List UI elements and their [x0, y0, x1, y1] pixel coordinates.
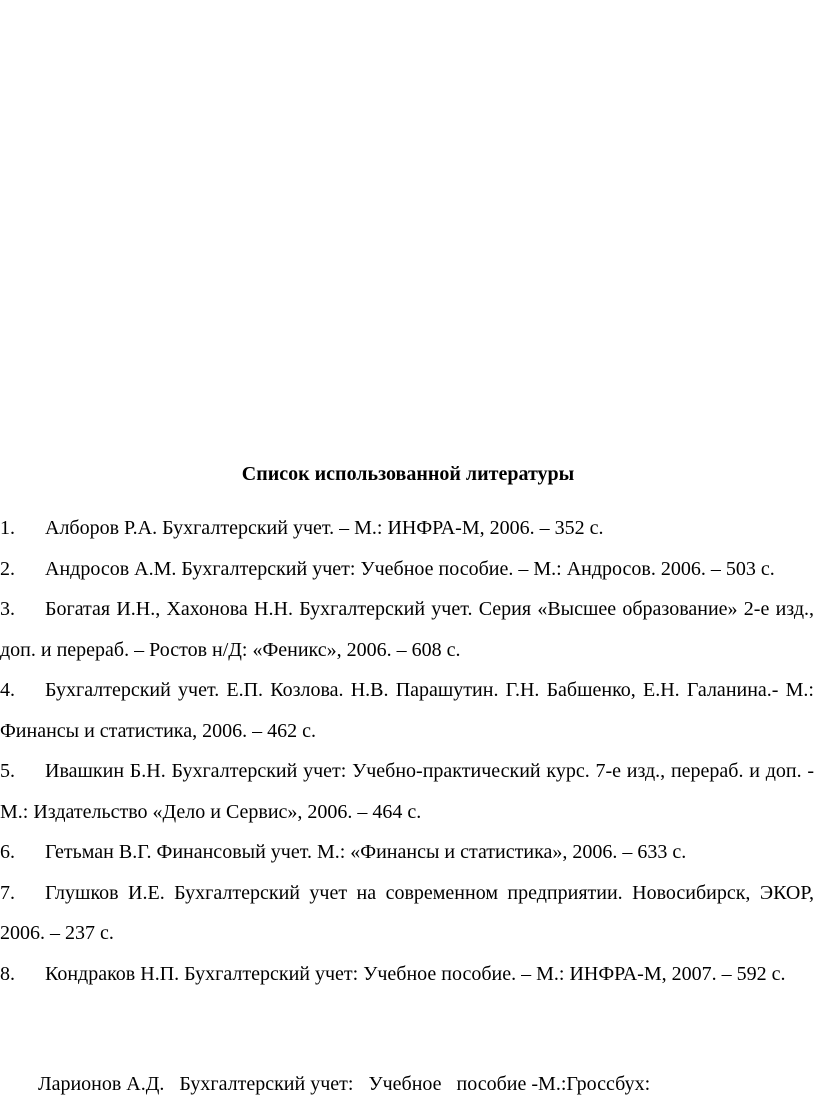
item-text: Гетьман В.Г. Финансовый учет. М.: «Финансы и статистика», 2006. – 633 с.: [45, 841, 687, 863]
item-number: 4.: [0, 679, 15, 701]
page-title: Список использованной литературы: [241, 463, 575, 485]
item-text: Алборов Р.А. Бухгалтерский учет. – М.: ИНФРА-М, 2006. – 352 с.: [45, 517, 604, 539]
list-item: [0, 549, 814, 590]
item-number: 3.: [0, 598, 15, 620]
reference-list: [0, 508, 814, 994]
trailing-text-line: Ларионов А.Д. Бухгалтерский учет: Учебное пособие -М.:Гроссбух:: [38, 1073, 651, 1095]
list-item: [0, 832, 814, 873]
list-item: [0, 589, 814, 670]
item-text: Глушков И.Е. Бухгалтерский учет на современном предприятии. Новосибирск, ЭКОР, 2006. – 237 с.: [0, 881, 814, 944]
item-text: Кондраков Н.П. Бухгалтерский учет: Учебное пособие. – М.: ИНФРА-М, 2007. – 592 с.: [45, 962, 786, 985]
item-text: Богатая И.Н., Хахонова Н.Н. Бухгалтерский учет. Серия «Высшее образование» 2-е изд., доп. и перераб. – Ростов н/Д: «Феникс», 2006. – 608 с.: [0, 598, 814, 661]
item-text: Бухгалтерский учет. Е.П. Козлова. Н.В. Парашутин. Г.Н. Бабшенко, Е.Н. Галанина.- М.: Финансы и статистика, 2006. – 462 с.: [0, 679, 814, 742]
list-item: [0, 751, 814, 832]
item-number: 7.: [0, 881, 15, 904]
item-number: 1.: [0, 517, 15, 539]
item-number: 2.: [0, 557, 15, 580]
list-item: [0, 508, 814, 549]
item-text: Ивашкин Б.Н. Бухгалтерский учет: Учебно-практический курс. 7-е изд., перераб. и доп. - М.: Издательство «Дело и Сервис», 2006. – 464 с.: [0, 760, 814, 823]
list-item: [0, 954, 814, 995]
list-item: [0, 670, 814, 751]
item-number: 6.: [0, 841, 15, 863]
list-item: [0, 873, 814, 954]
item-number: 8.: [0, 962, 15, 985]
item-number: 5.: [0, 760, 15, 782]
item-text: Андросов А.М. Бухгалтерский учет: Учебное пособие. – М.: Андросов. 2006. – 503 с.: [45, 557, 775, 580]
